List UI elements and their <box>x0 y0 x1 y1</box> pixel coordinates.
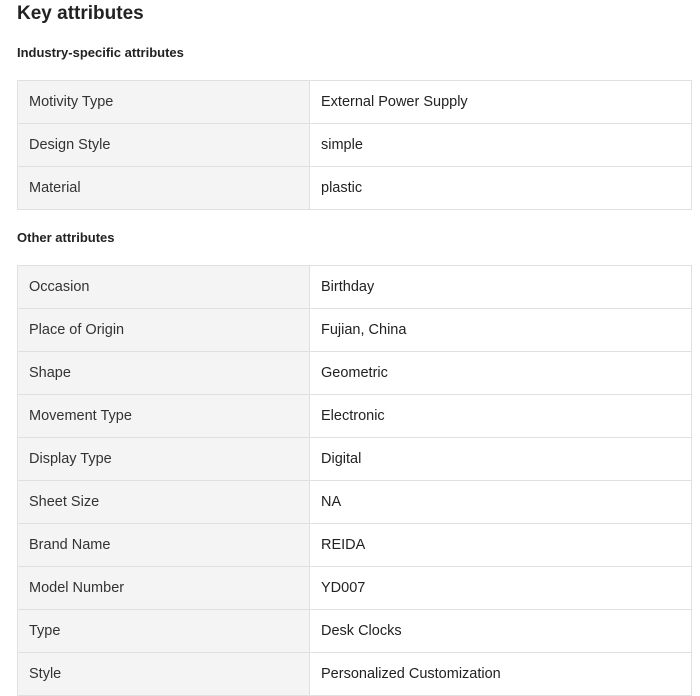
table-row <box>18 610 692 653</box>
attribute-key: Material <box>18 167 310 210</box>
attribute-value: NA <box>310 481 692 524</box>
attribute-value: Birthday <box>310 266 692 309</box>
table-row <box>18 124 692 167</box>
attribute-value: Desk Clocks <box>310 610 692 653</box>
attribute-key: Display Type <box>18 438 310 481</box>
table-row <box>18 481 692 524</box>
attribute-key: Movement Type <box>18 395 310 438</box>
table-row <box>18 309 692 352</box>
attribute-value: simple <box>310 124 692 167</box>
attribute-value: Geometric <box>310 352 692 395</box>
attribute-key: Shape <box>18 352 310 395</box>
industry-attributes-table <box>17 80 692 210</box>
other-attributes-title: Other attributes <box>17 230 115 245</box>
attribute-key: Brand Name <box>18 524 310 567</box>
table-row <box>18 266 692 309</box>
attribute-value: Personalized Customization <box>310 653 692 696</box>
table-row <box>18 438 692 481</box>
attribute-key: Design Style <box>18 124 310 167</box>
attribute-value: plastic <box>310 167 692 210</box>
table-row <box>18 81 692 124</box>
attribute-key: Model Number <box>18 567 310 610</box>
table-row <box>18 567 692 610</box>
table-row <box>18 653 692 696</box>
attribute-value: YD007 <box>310 567 692 610</box>
attribute-key: Style <box>18 653 310 696</box>
attribute-value: Digital <box>310 438 692 481</box>
attribute-key: Sheet Size <box>18 481 310 524</box>
table-row <box>18 167 692 210</box>
table-row <box>18 524 692 567</box>
attribute-value: Fujian, China <box>310 309 692 352</box>
attribute-value: Electronic <box>310 395 692 438</box>
attribute-key: Type <box>18 610 310 653</box>
attribute-value: REIDA <box>310 524 692 567</box>
industry-attributes-title: Industry-specific attributes <box>17 45 184 60</box>
other-attributes-table <box>17 265 692 696</box>
attribute-key: Motivity Type <box>18 81 310 124</box>
table-row <box>18 352 692 395</box>
attribute-key: Place of Origin <box>18 309 310 352</box>
attribute-key: Occasion <box>18 266 310 309</box>
attribute-value: External Power Supply <box>310 81 692 124</box>
table-row <box>18 395 692 438</box>
page-title: Key attributes <box>17 3 144 24</box>
